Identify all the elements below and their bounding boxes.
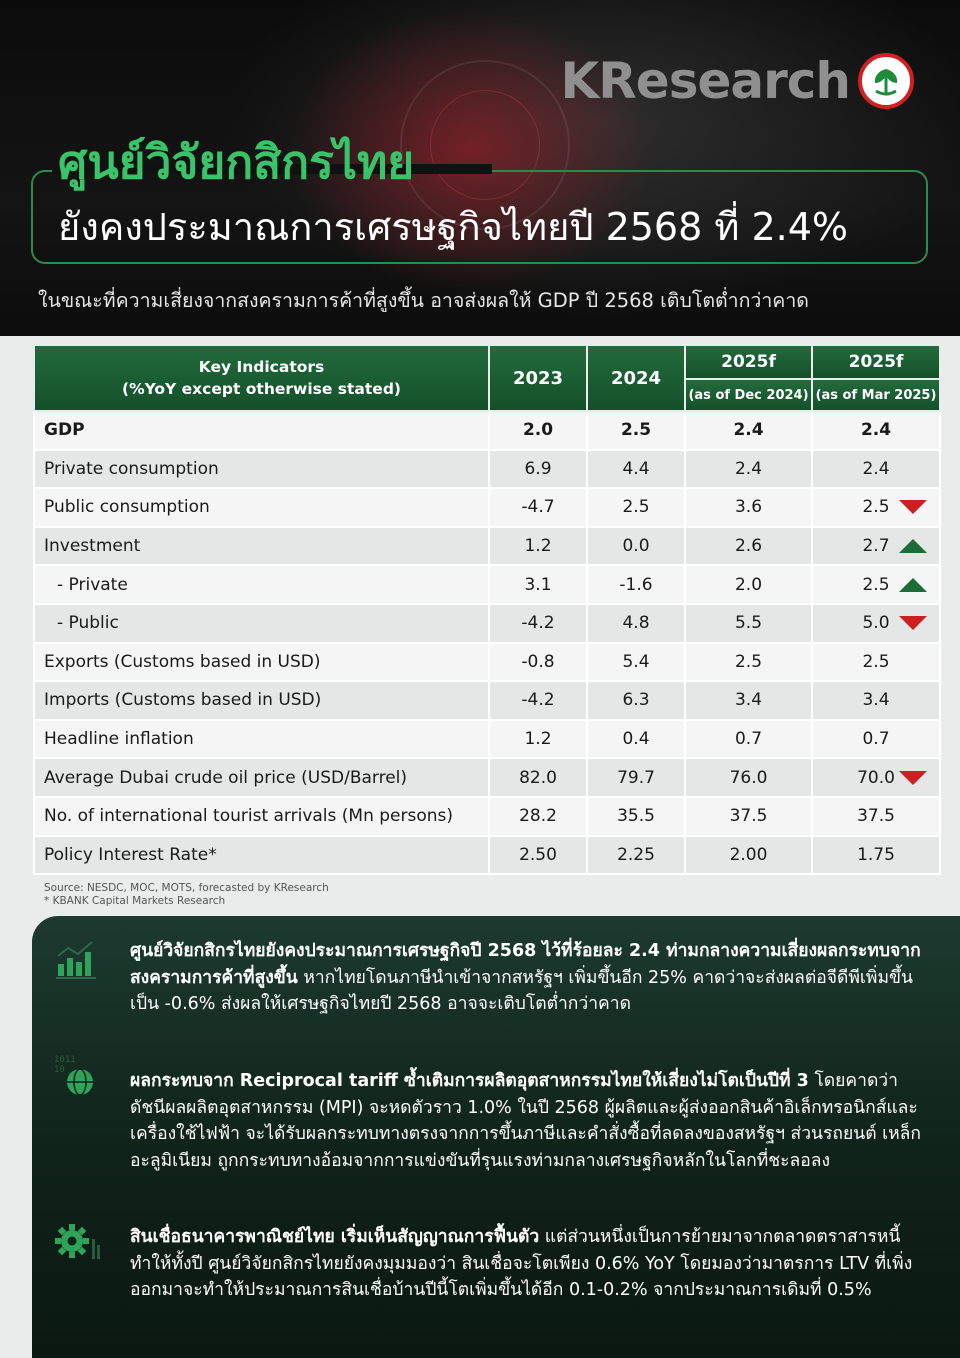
row-label: No. of international tourist arrivals (Mn persons) <box>34 797 489 836</box>
value-2025f-dec: 2.0 <box>685 565 812 604</box>
kbank-logo-icon <box>858 53 914 109</box>
header-2025f-mar: 2025f <box>812 345 940 379</box>
value-2025f-dec: 3.6 <box>685 488 812 527</box>
summary-panel <box>32 916 960 1358</box>
row-label: - Private <box>34 565 489 604</box>
value-2025f-mar: 2.5 <box>812 488 940 527</box>
subtitle: ในขณะที่ความเสี่ยงจากสงครามการค้าที่สูงขึ้น อาจส่งผลให้ GDP ปี 2568 เติบโตต่ำกว่าคาด <box>38 289 809 312</box>
value-2024: 2.5 <box>587 488 685 527</box>
header-2025f-dec: 2025f <box>685 345 812 379</box>
value-2023: 2.0 <box>489 411 587 450</box>
table-row <box>34 836 940 875</box>
row-label: Investment <box>34 527 489 566</box>
value-2023: 2.50 <box>489 836 587 875</box>
value-2025f-mar: 2.7 <box>812 527 940 566</box>
value-2025f-mar: 1.75 <box>812 836 940 875</box>
headline: ยังคงประมาณการเศรษฐกิจไทยปี 2568 ที่ 2.4% <box>58 205 849 249</box>
header-2023: 2023 <box>489 345 587 411</box>
svg-text:1011: 1011 <box>54 1055 76 1065</box>
value-2025f-mar: 70.0 <box>812 758 940 797</box>
table-row <box>34 758 940 797</box>
value-2024: 2.5 <box>587 411 685 450</box>
svg-text:10: 10 <box>54 1065 65 1075</box>
value-2024: 2.25 <box>587 836 685 875</box>
header-banner <box>0 0 960 336</box>
value-2024: 5.4 <box>587 643 685 682</box>
value-2024: 6.3 <box>587 681 685 720</box>
page-title: ศูนย์วิจัยกสิกรไทย <box>58 135 415 189</box>
value-2023: -4.2 <box>489 604 587 643</box>
header-as-of-dec: (as of Dec 2024) <box>685 379 812 411</box>
section-credit: สินเชื่อธนาคารพาณิชย์ไทย เริ่มเห็นสัญญาณการฟื้นตัว แต่ส่วนหนึ่งเป็นการย้ายมาจากตลาดตราสารหนี้ ทำให้ทั้งปี ศูนย์วิจัยกสิกรไทยยังคงมุมมองว่า สินเชื่อจะโตเพียง 0.6% YoY โดยมองว่ามาตรการ LTV ที่เพิ่งออกมาจะทำให้ประมาณการสินเชื่อบ้านปีนี้โตเพิ่มขึ้นได้อีก 0.1-0.2% จากประมาณการเดิมที่ 0.5% <box>130 1227 913 1300</box>
value-2023: 6.9 <box>489 450 587 489</box>
arrow-down-icon <box>899 771 927 785</box>
value-2023: 1.2 <box>489 527 587 566</box>
value-2023: -0.8 <box>489 643 587 682</box>
brand <box>561 52 914 110</box>
value-2025f-dec: 2.4 <box>685 411 812 450</box>
value-2025f-mar: 5.0 <box>812 604 940 643</box>
section-economy: ศูนย์วิจัยกสิกรไทยยังคงประมาณการเศรษฐกิจปี 2568 ไว้ที่ร้อยละ 2.4 ท่ามกลางความเสี่ยงผลกระทบจากสงครามการค้าที่สูงขึ้น หากไทยโดนภาษีนำเข้าจากสหรัฐฯ เพิ่มขึ้นอีก 25% คาดว่าจะส่งผลต่อจีดีพีเพิ่มขึ้นเป็น -0.6% ส่งผลให้เศรษฐกิจไทยปี 2568 อาจจะเติบโตต่ำกว่าคาด <box>130 941 921 1014</box>
table-row <box>34 797 940 836</box>
value-2024: 0.4 <box>587 720 685 759</box>
value-2023: 3.1 <box>489 565 587 604</box>
value-2025f-mar: 2.5 <box>812 565 940 604</box>
row-label: Policy Interest Rate* <box>34 836 489 875</box>
value-2024: 35.5 <box>587 797 685 836</box>
row-label: Headline inflation <box>34 720 489 759</box>
value-2025f-mar: 2.4 <box>812 411 940 450</box>
value-2025f-dec: 2.4 <box>685 450 812 489</box>
value-2023: 1.2 <box>489 720 587 759</box>
arrow-down-icon <box>899 500 927 514</box>
table-row <box>34 720 940 759</box>
value-2023: 28.2 <box>489 797 587 836</box>
value-2025f-mar: 3.4 <box>812 681 940 720</box>
value-2025f-dec: 3.4 <box>685 681 812 720</box>
row-label: Exports (Customs based in USD) <box>34 643 489 682</box>
brand-name: KResearch <box>560 52 850 110</box>
row-label: Public consumption <box>34 488 489 527</box>
value-2025f-dec: 2.5 <box>685 643 812 682</box>
value-2024: 0.0 <box>587 527 685 566</box>
value-2025f-dec: 76.0 <box>685 758 812 797</box>
header-key-indicators: Key Indicators (%YoY except otherwise stated) <box>34 345 489 411</box>
row-label: - Public <box>34 604 489 643</box>
value-2025f-dec: 37.5 <box>685 797 812 836</box>
row-label: Average Dubai crude oil price (USD/Barrel) <box>34 758 489 797</box>
table-row <box>34 411 940 450</box>
row-label: Imports (Customs based in USD) <box>34 681 489 720</box>
bar-chart-icon <box>54 938 98 986</box>
table-row <box>34 450 940 489</box>
row-label: Private consumption <box>34 450 489 489</box>
row-label: GDP <box>34 411 489 450</box>
arrow-down-icon <box>899 616 927 630</box>
arrow-up-icon <box>899 539 927 553</box>
value-2024: 4.4 <box>587 450 685 489</box>
value-2025f-dec: 2.6 <box>685 527 812 566</box>
indicators-table <box>33 344 939 875</box>
value-2025f-mar: 37.5 <box>812 797 940 836</box>
table-row <box>34 681 940 720</box>
value-2025f-mar: 0.7 <box>812 720 940 759</box>
value-2024: 4.8 <box>587 604 685 643</box>
header-2024: 2024 <box>587 345 685 411</box>
value-2025f-dec: 2.00 <box>685 836 812 875</box>
value-2025f-mar: 2.5 <box>812 643 940 682</box>
section-tariff: ผลกระทบจาก Reciprocal tariff ซ้ำเติมการผลิตอุตสาหกรรมไทยให้เสี่ยงไม่โตเป็นปีที่ 3 โดยคาดว่า ดัชนีผลผลิตอุตสาหกรรม (MPI) จะหดตัวราว 1.0% ในปี 2568 ผู้ผลิตและผู้ส่งออกสินค้าอิเล็กทรอนิกส์และเครื่องใช้ไฟฟ้า จะได้รับผลกระทบทางตรงจากการขึ้นภาษีและคำสั่งซื้อที่ลดลงของสหรัฐฯ ส่วนรถยนต์ เหล็ก อะลูมิเนียม ถูกกระทบทางอ้อมจากการแข่งขันที่รุนแรงท่ามกลางเศรษฐกิจหลักในโลกที่ชะลอลง <box>130 1071 921 1171</box>
table-row <box>34 527 940 566</box>
value-2025f-mar: 2.4 <box>812 450 940 489</box>
gear-icon <box>54 1221 102 1269</box>
table-row <box>34 488 940 527</box>
value-2023: 82.0 <box>489 758 587 797</box>
value-2025f-dec: 5.5 <box>685 604 812 643</box>
arrow-up-icon <box>899 578 927 592</box>
value-2023: -4.2 <box>489 681 587 720</box>
value-2023: -4.7 <box>489 488 587 527</box>
header-as-of-mar: (as of Mar 2025) <box>812 379 940 411</box>
source-note: Source: NESDC, MOC, MOTS, forecasted by KResearch * KBANK Capital Markets Research <box>44 882 329 907</box>
value-2025f-dec: 0.7 <box>685 720 812 759</box>
value-2024: 79.7 <box>587 758 685 797</box>
table-row <box>34 643 940 682</box>
value-2024: -1.6 <box>587 565 685 604</box>
globe-icon <box>54 1052 98 1104</box>
table-row <box>34 565 940 604</box>
table-row <box>34 604 940 643</box>
